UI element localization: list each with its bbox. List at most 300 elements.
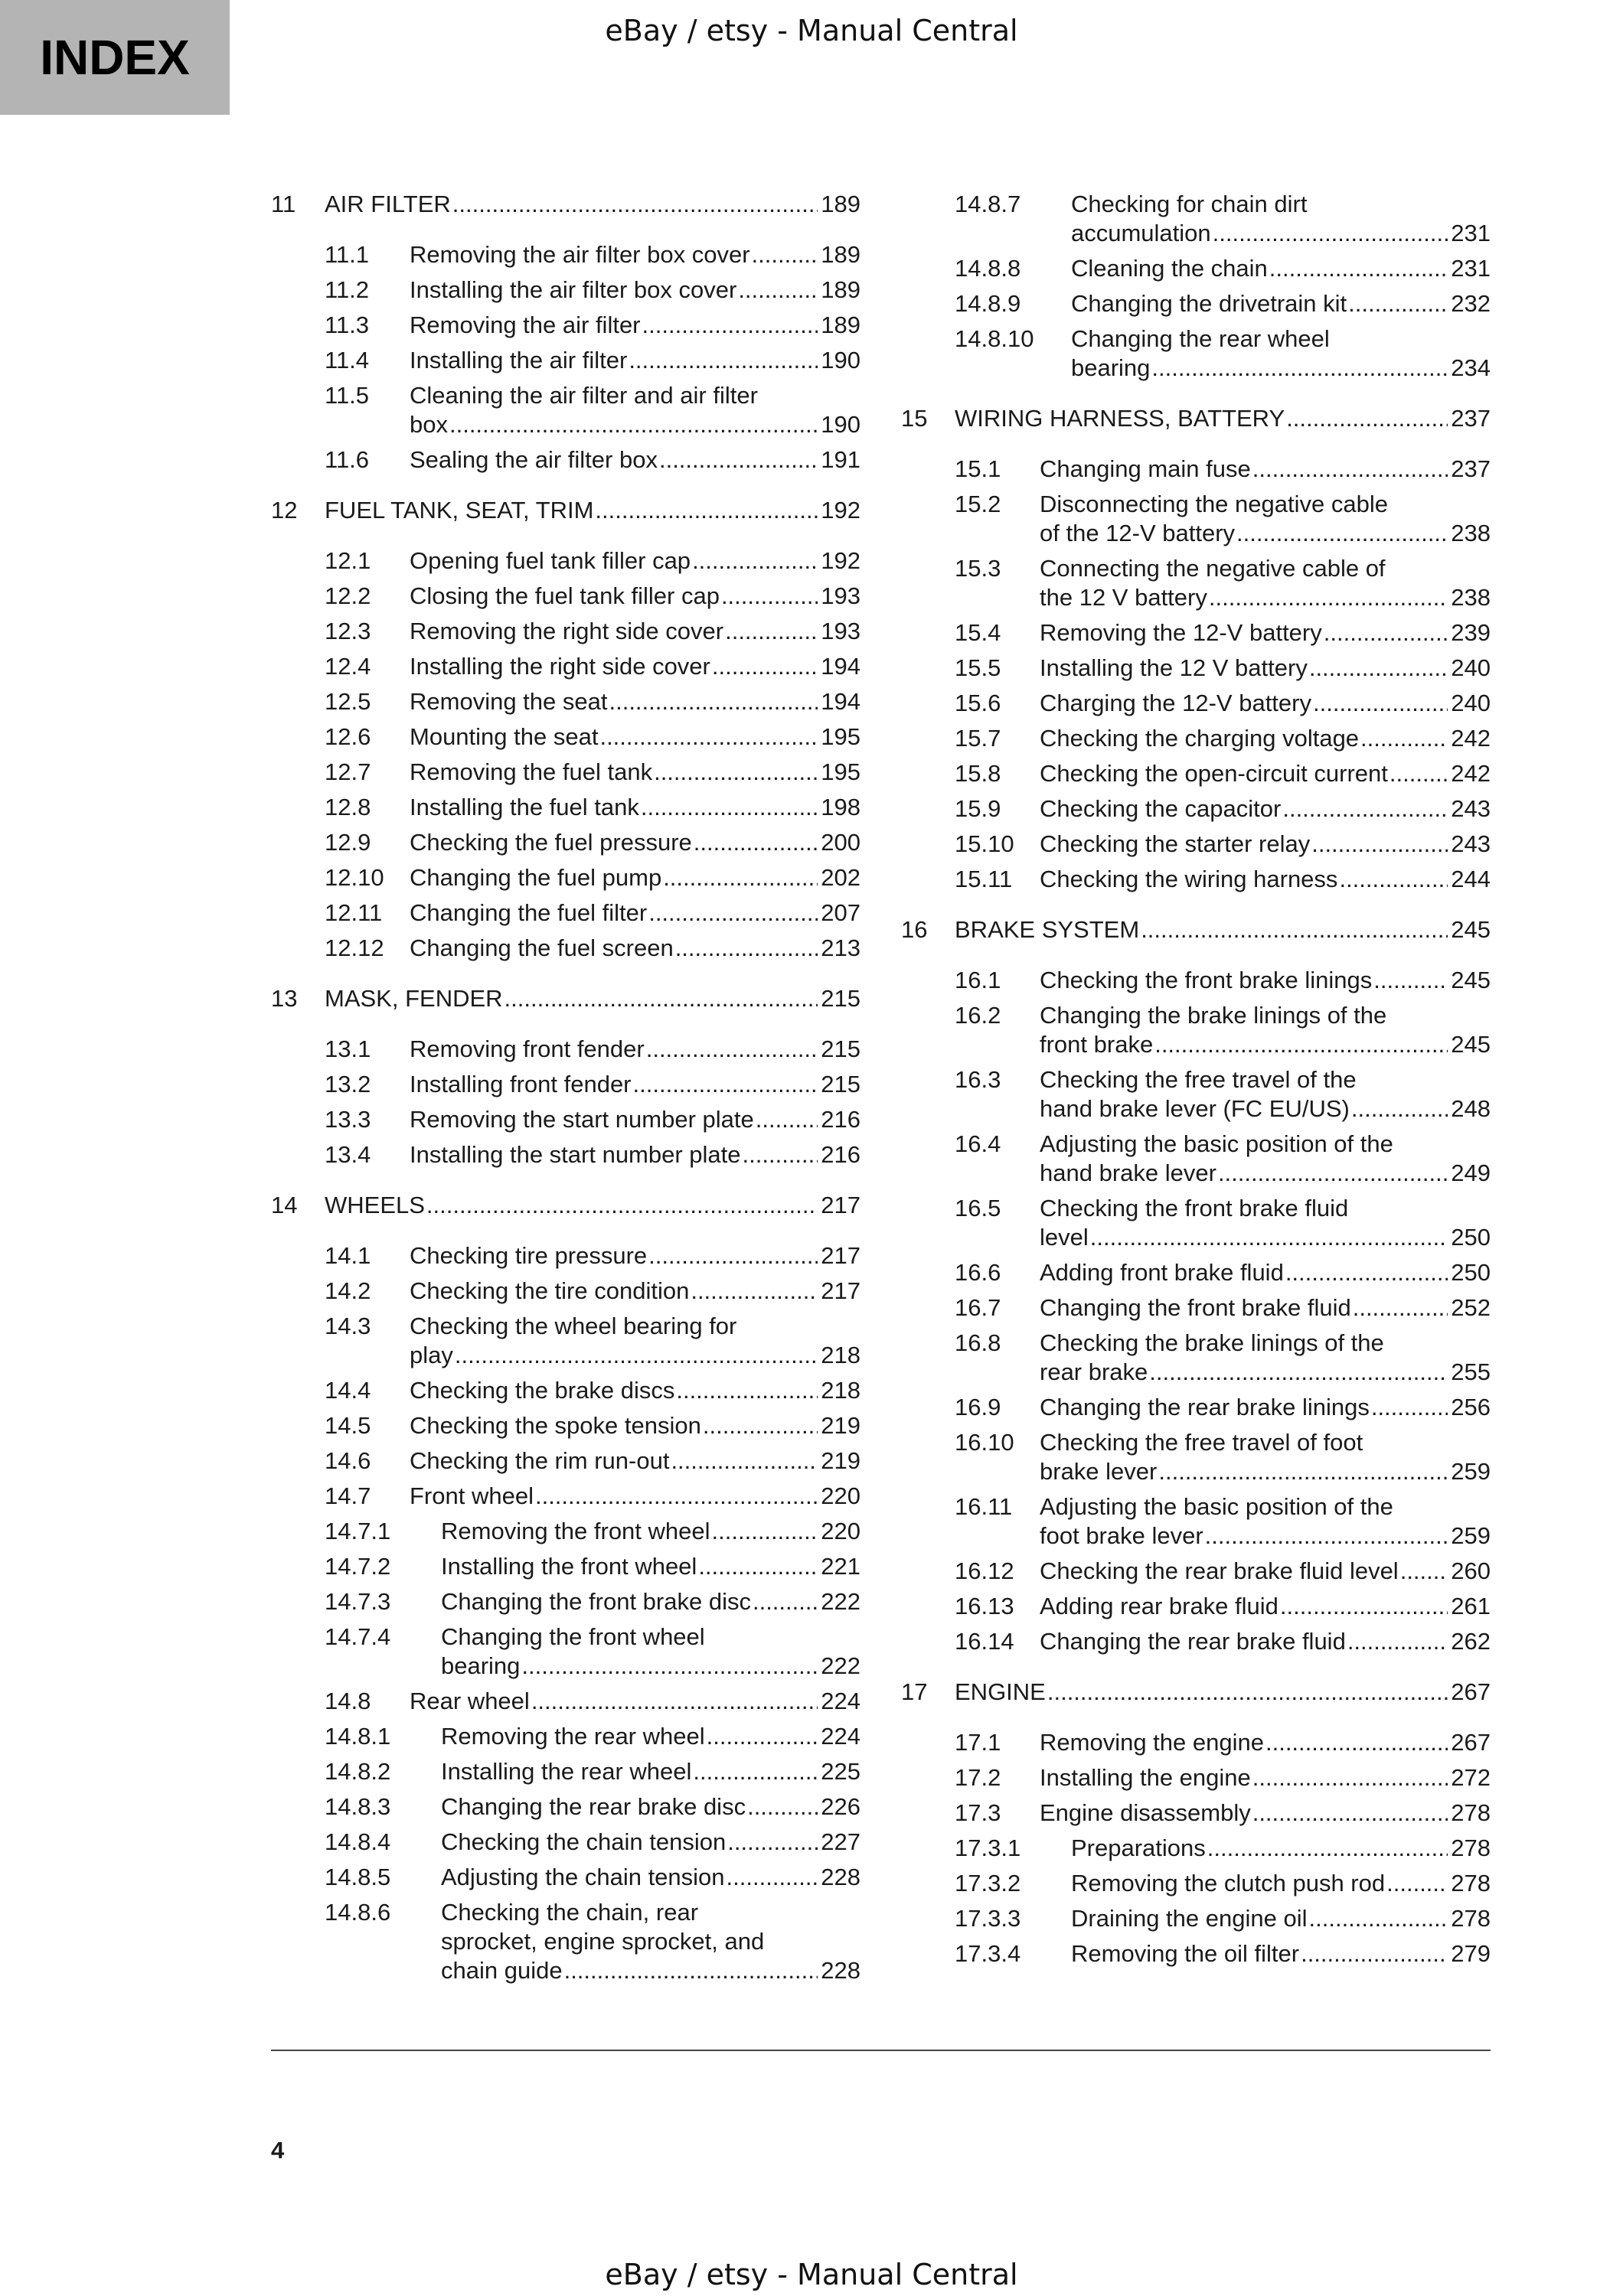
toc-entry[interactable] [901, 1492, 1491, 1551]
toc-entry-title: Sealing the air filter box [410, 446, 658, 473]
toc-page-number: 259 [1451, 1458, 1491, 1485]
toc-entry[interactable] [901, 1728, 1491, 1757]
toc-page-number: 215 [821, 1071, 860, 1097]
dot-leader [642, 311, 818, 340]
toc-page-number: 226 [821, 1793, 860, 1820]
toc-entry-number: 17.3.2 [955, 1870, 1021, 1896]
dot-leader [747, 1792, 818, 1821]
toc-entry-title: Checking the chain tension [441, 1828, 727, 1855]
toc-entry-number: 14 [271, 1192, 298, 1218]
toc-page-number: 193 [821, 582, 860, 609]
toc-entry[interactable] [271, 1482, 860, 1511]
toc-entry[interactable] [271, 546, 860, 576]
toc-entry[interactable] [901, 1130, 1491, 1188]
toc-page-number: 245 [1451, 1031, 1491, 1058]
dot-leader [1351, 1094, 1448, 1124]
toc-entry-number: 13.4 [325, 1141, 371, 1168]
toc-entry[interactable] [271, 1623, 860, 1681]
toc-entry-title: bearing [441, 1652, 521, 1679]
dot-leader [1371, 1393, 1448, 1422]
toc-entry[interactable] [271, 1828, 860, 1857]
toc-page-number: 262 [1451, 1628, 1491, 1655]
toc-entry-number: 13.3 [325, 1106, 371, 1133]
toc-entry-number: 14.7 [325, 1482, 371, 1509]
toc-page-number: 240 [1451, 654, 1491, 681]
toc-page-number: 190 [821, 347, 860, 373]
toc-entry[interactable] [271, 240, 860, 269]
dot-leader [1154, 1030, 1448, 1059]
toc-entry-title: Changing the front brake fluid [1040, 1294, 1351, 1321]
toc-entry[interactable] [271, 1277, 860, 1306]
toc-page-number: 243 [1451, 830, 1491, 857]
dot-leader [1386, 1869, 1448, 1898]
toc-entry-number: 16.3 [955, 1066, 1001, 1093]
dot-leader [1090, 1223, 1448, 1252]
toc-entry-number: 16.7 [955, 1294, 1001, 1321]
toc-entry[interactable] [901, 1904, 1491, 1933]
toc-entry[interactable] [271, 828, 860, 857]
toc-page-number: 227 [821, 1828, 860, 1855]
toc-entry[interactable] [901, 759, 1491, 788]
toc-entry-title: Checking the fuel pressure [410, 829, 692, 856]
toc-entry-title: Cleaning the chain [1071, 255, 1268, 282]
toc-entry-number: 17.3 [955, 1799, 1001, 1826]
toc-entry-title: ENGINE [955, 1678, 1046, 1705]
dot-leader [1236, 519, 1448, 548]
toc-entry-title: Checking the rim run-out [410, 1447, 670, 1474]
toc-entry[interactable] [901, 794, 1491, 823]
toc-entry-title: Changing the drivetrain kit [1071, 290, 1347, 317]
toc-page-number: 215 [821, 1035, 860, 1062]
toc-page-number: 244 [1451, 866, 1491, 892]
toc-entry-title: Charging the 12-V battery [1040, 690, 1311, 716]
toc-entry[interactable] [901, 1258, 1491, 1287]
dot-leader [1373, 966, 1448, 995]
toc-entry-number: 14.2 [325, 1277, 371, 1304]
toc-entry-title: Changing the rear brake disc [441, 1793, 746, 1820]
dot-leader [1151, 354, 1448, 383]
watermark-top: eBay / etsy - Manual Central [605, 14, 1018, 47]
toc-entry[interactable] [901, 554, 1491, 612]
toc-entry-number: 14.8.4 [325, 1828, 391, 1855]
toc-entry-title: Removing the right side cover [410, 618, 724, 644]
toc-entry[interactable] [271, 1070, 860, 1099]
toc-entry-number: 12.12 [325, 934, 384, 961]
toc-page-number: 224 [821, 1723, 860, 1750]
toc-entry[interactable] [271, 1140, 860, 1169]
toc-entry[interactable] [901, 1557, 1491, 1586]
dot-leader [698, 1552, 818, 1581]
toc-entry-number: 15.7 [955, 725, 1001, 752]
toc-entry[interactable] [271, 1517, 860, 1546]
dot-leader [1213, 219, 1448, 248]
toc-entry-title: Checking the front brake fluid [1040, 1195, 1349, 1221]
toc-entry-title: Rear wheel [410, 1688, 530, 1714]
toc-entry[interactable] [271, 1757, 860, 1786]
dot-leader [426, 1191, 818, 1220]
toc-entry[interactable] [901, 490, 1491, 548]
toc-entry[interactable] [271, 1376, 860, 1405]
dot-leader [1047, 1678, 1448, 1707]
toc-entry[interactable] [271, 445, 860, 475]
toc-entry-number: 14.4 [325, 1377, 371, 1404]
toc-entry-title: bearing [1071, 354, 1151, 381]
toc-page-number: 278 [1451, 1835, 1491, 1861]
toc-entry-title: Installing the air filter box cover [410, 276, 737, 303]
dot-leader [564, 1956, 818, 1985]
toc-entry-title: Checking the free travel of the [1040, 1066, 1357, 1093]
toc-page-number: 259 [1451, 1522, 1491, 1549]
toc-entry[interactable] [901, 654, 1491, 683]
toc-page-number: 278 [1451, 1905, 1491, 1932]
toc-page-number: 189 [821, 311, 860, 338]
toc-entry-title: Removing the air filter box cover [410, 241, 750, 268]
dot-leader [1400, 1557, 1448, 1586]
toc-entry[interactable] [901, 455, 1491, 484]
toc-entry-number: 16.8 [955, 1329, 1001, 1356]
toc-entry[interactable] [901, 1001, 1491, 1059]
toc-entry[interactable] [271, 381, 860, 439]
toc-page-number: 278 [1451, 1799, 1491, 1826]
toc-entry-number: 14.7.2 [325, 1553, 391, 1580]
toc-page-number: 267 [1451, 1678, 1491, 1705]
dot-leader [1252, 1763, 1448, 1792]
dot-leader [1311, 830, 1448, 859]
dot-leader [663, 863, 818, 892]
watermark-bottom: eBay / etsy - Manual Central [605, 2258, 1018, 2291]
toc-entry-number: 16.10 [955, 1429, 1014, 1456]
toc-entry[interactable] [901, 966, 1491, 995]
toc-entry[interactable] [901, 1393, 1491, 1422]
toc-entry-title: chain guide [441, 1957, 563, 1984]
toc-entry-title: Removing the air filter [410, 311, 641, 338]
toc-entry-number: 12.2 [325, 582, 371, 609]
toc-entry-title: Removing the 12-V battery [1040, 619, 1322, 646]
toc-chapter[interactable] [901, 915, 1491, 944]
toc-entry-title: Removing the clutch push rod [1071, 1870, 1386, 1896]
toc-entry-number: 13 [271, 985, 298, 1012]
toc-entry-title: Changing the rear brake fluid [1040, 1628, 1346, 1655]
toc-chapter[interactable] [271, 190, 860, 219]
toc-page-number: 217 [821, 1242, 860, 1269]
toc-entry-title: Installing the fuel tank [410, 794, 639, 820]
toc-entry-title: Removing the engine [1040, 1729, 1264, 1756]
dot-leader [752, 240, 818, 269]
toc-entry-title: Removing the front wheel [441, 1518, 710, 1544]
toc-page-number: 225 [821, 1758, 860, 1785]
toc-entry-number: 14.8.10 [955, 325, 1034, 352]
dot-leader [648, 1241, 818, 1270]
toc-entry-title: Adjusting the basic position of the [1040, 1130, 1393, 1157]
toc-entry[interactable] [901, 1763, 1491, 1792]
toc-entry[interactable] [271, 758, 860, 787]
toc-entry[interactable] [271, 1722, 860, 1751]
toc-entry[interactable] [271, 687, 860, 716]
toc-page-number: 232 [1451, 290, 1491, 317]
dot-leader [1282, 794, 1448, 823]
toc-entry-number: 15.1 [955, 455, 1001, 482]
toc-entry-number: 13.2 [325, 1071, 371, 1097]
toc-page-number: 261 [1451, 1593, 1491, 1619]
dot-leader [1286, 404, 1448, 433]
dot-leader [676, 1376, 818, 1405]
toc-entry-number: 12.11 [325, 899, 383, 926]
toc-page-number: 239 [1451, 619, 1491, 646]
toc-entry[interactable] [271, 793, 860, 822]
dot-leader [707, 1722, 818, 1751]
toc-entry-title: Installing the engine [1040, 1764, 1251, 1791]
toc-entry-number: 14.5 [325, 1412, 371, 1439]
dot-leader [599, 722, 818, 752]
toc-page-number: 222 [821, 1652, 860, 1679]
toc-entry-title: brake lever [1040, 1458, 1158, 1485]
toc-page-number: 242 [1451, 760, 1491, 787]
toc-entry-number: 12.10 [325, 864, 384, 891]
toc-entry[interactable] [901, 1065, 1491, 1124]
toc-entry-title: Checking the free travel of foot [1040, 1429, 1363, 1456]
toc-entry-number: 12.9 [325, 829, 371, 856]
toc-entry[interactable] [901, 289, 1491, 318]
toc-entry-title: Disconnecting the negative cable [1040, 491, 1388, 517]
dot-leader [712, 1517, 818, 1546]
toc-entry-number: 11.5 [325, 382, 370, 409]
toc-entry-number: 15.6 [955, 690, 1001, 716]
toc-entry[interactable] [901, 190, 1491, 248]
toc-page-number: 228 [821, 1957, 860, 1984]
toc-entry[interactable] [901, 1428, 1491, 1486]
toc-entry-title: front brake [1040, 1031, 1154, 1058]
toc-page-number: 237 [1451, 405, 1491, 432]
toc-entry[interactable] [271, 863, 860, 892]
toc-page-number: 255 [1451, 1358, 1491, 1385]
toc-entry-title: Adjusting the chain tension [441, 1864, 725, 1890]
toc-entry[interactable] [901, 724, 1491, 753]
toc-entry-number: 17 [901, 1678, 928, 1705]
toc-page-number: 189 [821, 191, 860, 217]
toc-entry-number: 12.6 [325, 723, 371, 750]
toc-entry-title: Checking the wheel bearing for [410, 1313, 737, 1339]
toc-page-number: 234 [1451, 354, 1491, 381]
toc-entry[interactable] [271, 1446, 860, 1476]
toc-entry-title: Connecting the negative cable of [1040, 555, 1386, 582]
dot-leader [1390, 759, 1448, 788]
toc-page-number: 267 [1451, 1729, 1491, 1756]
toc-entry-title: Installing the front wheel [441, 1553, 697, 1580]
toc-entry-title: Checking the starter relay [1040, 830, 1311, 857]
toc-right-column [901, 190, 1491, 1968]
toc-entry[interactable] [271, 582, 860, 611]
dot-leader [1218, 1159, 1448, 1188]
toc-entry[interactable] [271, 1241, 860, 1270]
toc-entry[interactable] [901, 254, 1491, 283]
dot-leader [1309, 1904, 1448, 1933]
toc-entry[interactable] [901, 1799, 1491, 1828]
toc-entry[interactable] [271, 934, 860, 963]
toc-page-number: 216 [821, 1106, 860, 1133]
toc-entry[interactable] [271, 899, 860, 928]
toc-page-number: 202 [821, 864, 860, 891]
toc-entry-title: Installing the air filter [410, 347, 628, 373]
toc-entry[interactable] [271, 1587, 860, 1616]
dot-leader [633, 1070, 818, 1099]
dot-leader [535, 1482, 818, 1511]
toc-page-number: 231 [1451, 220, 1491, 246]
dot-leader [1252, 1799, 1448, 1828]
toc-entry[interactable] [901, 325, 1491, 383]
toc-entry-number: 14.7.4 [325, 1623, 391, 1650]
toc-entry-number: 16.1 [955, 967, 1001, 993]
toc-page-number: 256 [1451, 1394, 1491, 1420]
toc-entry-title: Adding front brake fluid [1040, 1259, 1284, 1286]
toc-entry-number: 14.7.1 [325, 1518, 391, 1544]
toc-entry[interactable] [271, 1411, 860, 1440]
toc-page-number: 245 [1451, 967, 1491, 993]
dot-leader [595, 496, 818, 525]
toc-entry-title: Installing the rear wheel [441, 1758, 692, 1785]
dot-leader [1205, 1521, 1448, 1551]
toc-entry[interactable] [271, 311, 860, 340]
dot-leader [1360, 724, 1448, 753]
toc-entry-title: Removing the rear wheel [441, 1723, 705, 1750]
toc-entry[interactable] [901, 1592, 1491, 1621]
toc-entry-title: rear brake [1040, 1358, 1148, 1385]
toc-page-number: 193 [821, 618, 860, 644]
toc-entry-number: 15.10 [955, 830, 1014, 857]
toc-page-number: 228 [821, 1864, 860, 1890]
toc-entry-title: Preparations [1071, 1835, 1206, 1861]
toc-entry-title: Removing front fender [410, 1035, 645, 1062]
toc-entry[interactable] [901, 1869, 1491, 1898]
toc-entry[interactable] [271, 1792, 860, 1821]
dot-leader [1207, 1834, 1448, 1863]
toc-entry[interactable] [901, 865, 1491, 894]
toc-entry[interactable] [901, 1627, 1491, 1656]
dot-leader [1265, 1728, 1448, 1757]
dot-leader [1280, 1592, 1448, 1621]
toc-entry[interactable] [901, 1834, 1491, 1863]
dot-leader [648, 899, 818, 928]
dot-leader [727, 1828, 818, 1857]
toc-entry[interactable] [271, 617, 860, 646]
toc-entry-title: Removing the fuel tank [410, 758, 653, 785]
toc-entry-number: 15 [901, 405, 928, 432]
toc-entry-number: 16.6 [955, 1259, 1001, 1286]
toc-entry[interactable] [271, 722, 860, 752]
toc-entry-title: Changing the fuel screen [410, 934, 674, 961]
toc-entry[interactable] [271, 1687, 860, 1716]
toc-page-number: 224 [821, 1688, 860, 1714]
toc-entry-title: play [410, 1342, 453, 1368]
toc-page-number: 194 [821, 653, 860, 680]
toc-entry-number: 14.8.2 [325, 1758, 391, 1785]
toc-entry-title: Cleaning the air filter and air filter [410, 382, 758, 409]
dot-leader [1285, 1258, 1448, 1287]
toc-entry-title: Draining the engine oil [1071, 1905, 1308, 1932]
toc-entry[interactable] [901, 689, 1491, 718]
toc-entry-title: Changing the front wheel [441, 1623, 705, 1650]
toc-entry-title: Installing the right side cover [410, 653, 710, 680]
dot-leader [641, 793, 818, 822]
toc-entry-title: Adjusting the basic position of the [1040, 1493, 1393, 1520]
toc-entry[interactable] [901, 1293, 1491, 1322]
toc-entry[interactable] [271, 346, 860, 375]
toc-entry-number: 14.8.9 [955, 290, 1021, 317]
toc-entry[interactable] [271, 1552, 860, 1581]
toc-entry[interactable] [271, 1035, 860, 1064]
toc-chapter[interactable] [271, 1191, 860, 1220]
toc-chapter[interactable] [271, 984, 860, 1013]
toc-entry[interactable] [271, 1898, 860, 1985]
toc-entry-title: of the 12-V battery [1040, 520, 1236, 546]
toc-entry-number: 16.4 [955, 1130, 1001, 1157]
toc-entry-title: Installing the start number plate [410, 1141, 741, 1168]
toc-page-number: 248 [1451, 1095, 1491, 1122]
toc-entry[interactable] [901, 1329, 1491, 1387]
toc-entry[interactable] [901, 830, 1491, 859]
toc-page-number: 278 [1451, 1870, 1491, 1896]
toc-entry[interactable] [901, 1939, 1491, 1968]
toc-entry-title: Checking the chain, rear [441, 1899, 699, 1926]
toc-entry[interactable] [271, 652, 860, 681]
toc-page-number: 195 [821, 723, 860, 750]
toc-entry-number: 14.8 [325, 1688, 371, 1714]
dot-leader [756, 1105, 818, 1134]
toc-entry-number: 14.8.5 [325, 1864, 391, 1890]
toc-chapter[interactable] [901, 1678, 1491, 1707]
dot-leader [721, 582, 818, 611]
toc-entry-number: 12.3 [325, 618, 371, 644]
toc-left-column [271, 190, 860, 1985]
toc-page-number: 218 [821, 1377, 860, 1404]
toc-entry[interactable] [901, 618, 1491, 647]
toc-page-number: 220 [821, 1518, 860, 1544]
dot-leader [1309, 654, 1448, 683]
toc-entry-number: 16.14 [955, 1628, 1014, 1655]
dot-leader [505, 984, 818, 1013]
toc-page-number: 231 [1451, 255, 1491, 282]
toc-chapter[interactable] [271, 496, 860, 525]
dot-leader [725, 617, 818, 646]
toc-page-number: 243 [1451, 795, 1491, 822]
toc-entry-title: accumulation [1071, 220, 1211, 246]
dot-leader [703, 1411, 818, 1440]
toc-page-number: 215 [821, 985, 860, 1012]
toc-entry[interactable] [271, 1863, 860, 1892]
toc-page-number: 245 [1451, 916, 1491, 943]
toc-entry[interactable] [271, 276, 860, 305]
toc-entry-title: the 12 V battery [1040, 584, 1207, 611]
toc-entry[interactable] [271, 1105, 860, 1134]
toc-page-number: 198 [821, 794, 860, 820]
dot-leader [654, 758, 818, 787]
toc-entry[interactable] [901, 1194, 1491, 1252]
toc-page-number: 190 [821, 411, 860, 438]
toc-entry-title: Changing the rear brake linings [1040, 1394, 1370, 1420]
toc-page-number: 260 [1451, 1557, 1491, 1584]
toc-entry-number: 14.8.3 [325, 1793, 391, 1820]
toc-entry-title: Changing the fuel pump [410, 864, 662, 891]
toc-entry-number: 14.7.3 [325, 1588, 391, 1615]
toc-page-number: 189 [821, 276, 860, 303]
toc-entry[interactable] [271, 1312, 860, 1370]
toc-entry-number: 12.1 [325, 547, 371, 574]
toc-entry-title: WIRING HARNESS, BATTERY [955, 405, 1285, 432]
toc-chapter[interactable] [901, 404, 1491, 433]
toc-entry-number: 16.11 [955, 1493, 1013, 1520]
toc-entry-title: Removing the start number plate [410, 1106, 754, 1133]
dot-leader [449, 410, 818, 439]
toc-entry-number: 11.1 [325, 241, 370, 268]
